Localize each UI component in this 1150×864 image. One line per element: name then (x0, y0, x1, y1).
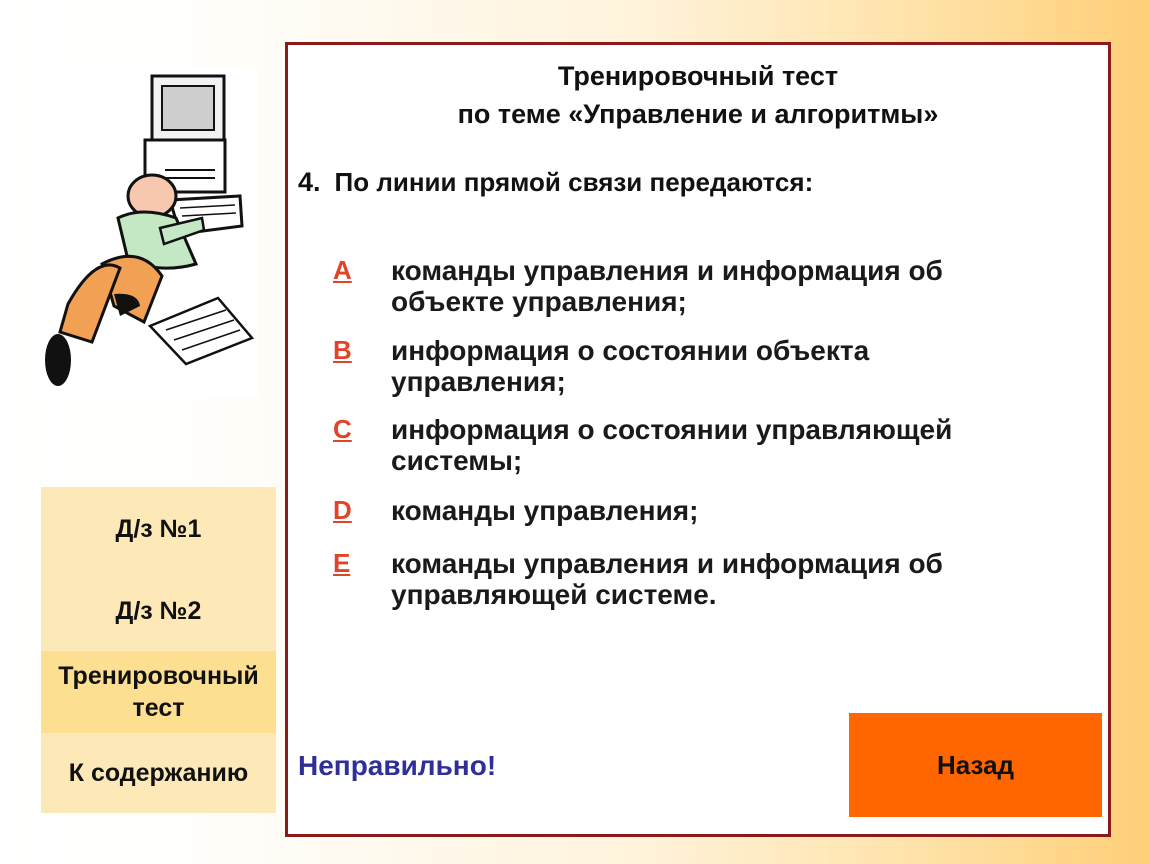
nav-contents-label: К содержанию (68, 758, 249, 787)
answer-link-b[interactable]: B (333, 335, 352, 365)
feedback-message: Неправильно! (298, 750, 497, 781)
answer-text-b: информация о состоянии объекта управления; (391, 335, 870, 397)
nav-homework-2[interactable] (41, 571, 276, 651)
page-title (288, 57, 1108, 133)
question-text: По линии прямой связи передаются: (334, 167, 814, 197)
nav-training-test-label: Тренировочный тест (58, 661, 259, 722)
back-button-label: Назад (936, 749, 1015, 780)
nav-homework-1[interactable] (41, 487, 276, 571)
answer-link-d[interactable]: D (333, 495, 352, 525)
nav-homework-2-label: Д/з №2 (115, 596, 202, 625)
answer-text-c: информация о состоянии управляющей системы; (391, 414, 953, 476)
answer-text-a: команды управления и информация об объекте управления; (391, 255, 943, 317)
question-panel (285, 42, 1111, 837)
answer-link-c[interactable]: C (333, 414, 352, 444)
answer-link-a[interactable]: A (333, 255, 352, 285)
nav-training-test[interactable] (41, 651, 276, 733)
answer-option-b (333, 335, 1011, 397)
answer-text-e: команды управления и информация об управляющей системе. (391, 548, 943, 610)
nav-homework-1-label: Д/з №1 (115, 514, 202, 543)
title-line-1: Тренировочный тест (557, 61, 839, 91)
answer-option-d (333, 495, 1011, 526)
nav-contents[interactable] (41, 733, 276, 813)
question (298, 167, 813, 198)
answer-option-e (333, 548, 1011, 610)
answer-option-a (333, 255, 1011, 317)
question-number: 4. (298, 167, 321, 197)
answer-link-e[interactable]: E (333, 548, 351, 578)
person-at-computer-illustration (40, 68, 258, 398)
answer-option-c (333, 414, 1011, 476)
title-line-2: по теме «Управление и алгоритмы» (457, 99, 939, 129)
answer-text-d: команды управления; (391, 495, 699, 526)
back-button[interactable] (849, 713, 1102, 817)
